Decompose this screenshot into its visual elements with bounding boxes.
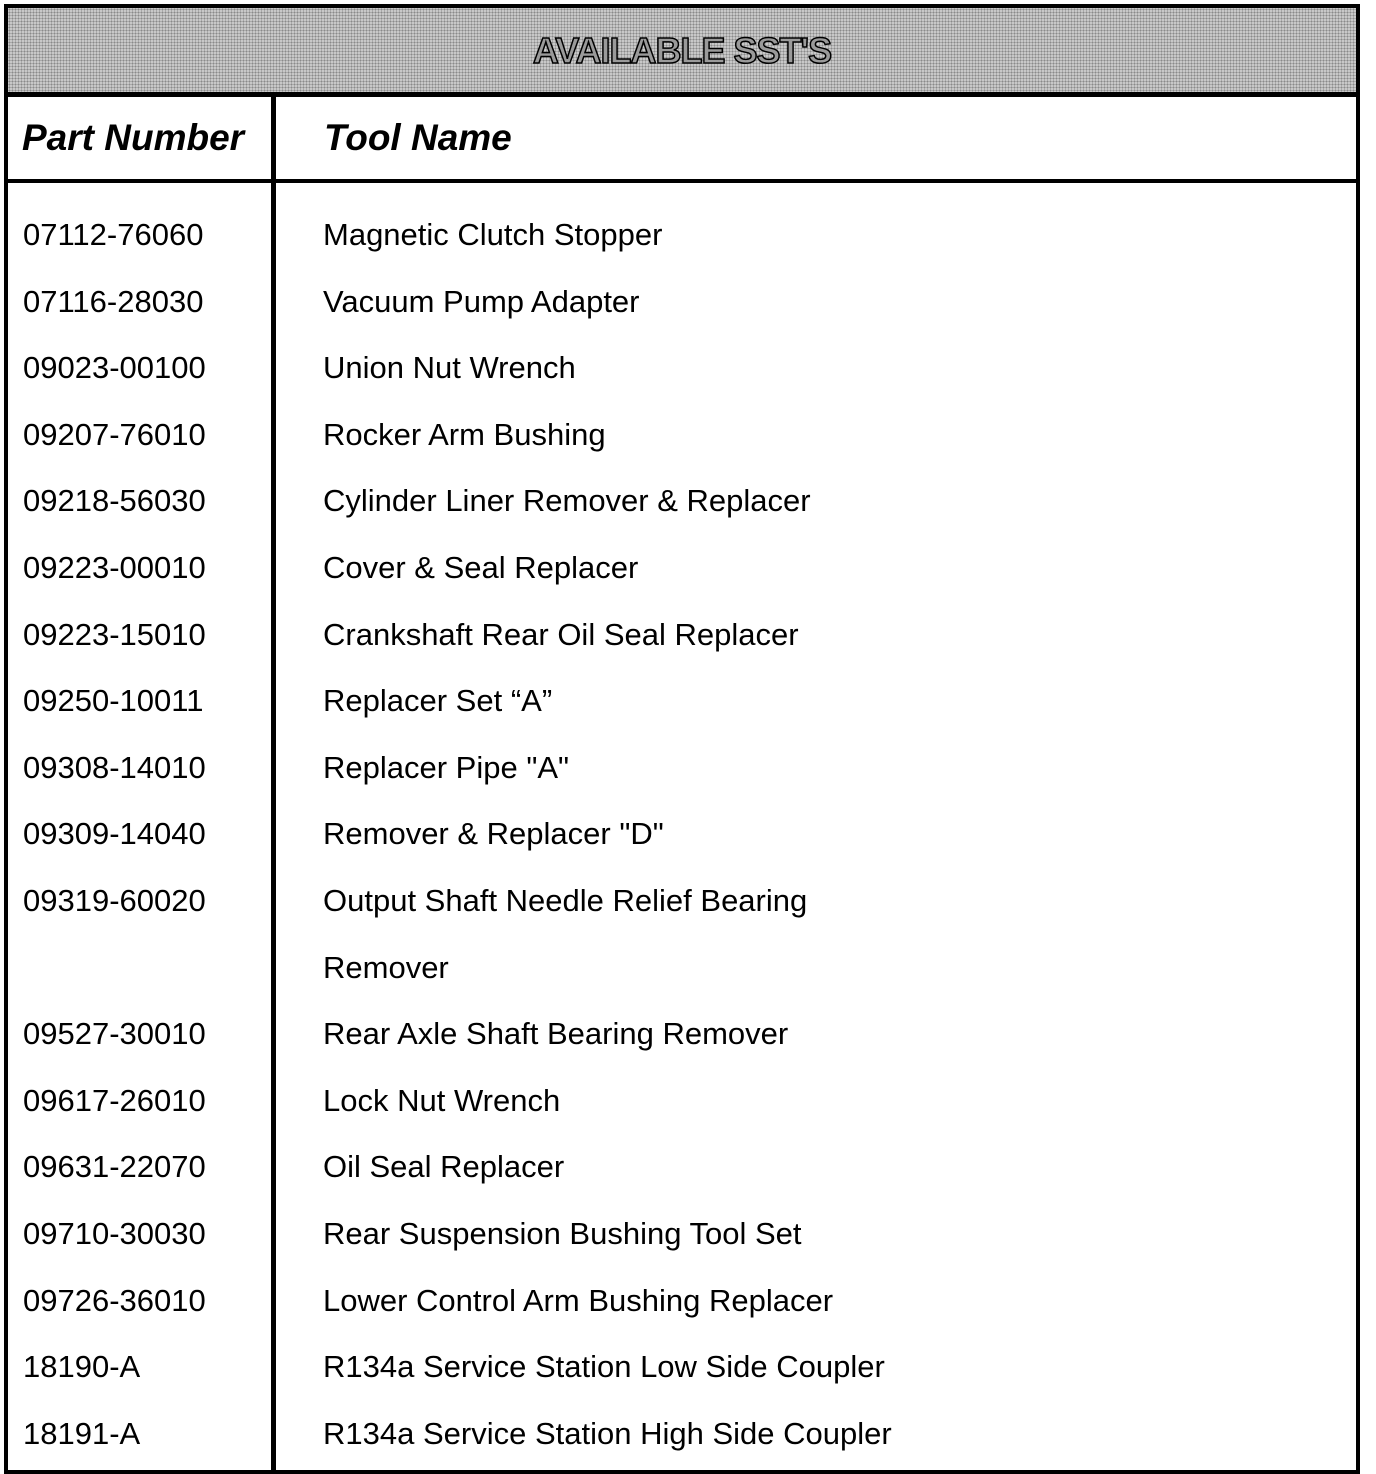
tool-name-cell: Rear Suspension Bushing Tool Set [323, 1215, 802, 1251]
table-row [8, 1068, 1356, 1135]
table-row [8, 402, 1356, 469]
table-row [8, 269, 1356, 336]
table-row [8, 668, 1356, 735]
table-row [8, 1268, 1356, 1335]
table-row [8, 735, 1356, 802]
part-number-cell: 09223-00010 [23, 549, 206, 585]
tool-name-cell: Cover & Seal Replacer [323, 549, 639, 585]
part-number-cell: 09527-30010 [23, 1016, 206, 1052]
tool-name-cell: Union Nut Wrench [323, 350, 576, 386]
table-row [8, 602, 1356, 669]
tool-name-cell: Rear Axle Shaft Bearing Remover [323, 1016, 789, 1052]
header-tool-name: Tool Name [324, 117, 512, 158]
table-row [8, 1134, 1356, 1201]
tool-name-cell: R134a Service Station Low Side Coupler [323, 1349, 885, 1385]
part-number-cell: 09223-15010 [23, 616, 206, 652]
table-row [8, 1001, 1356, 1068]
part-number-cell: 09617-26010 [23, 1082, 206, 1118]
part-number-cell: 09631-22070 [23, 1149, 206, 1185]
table-row [8, 801, 1356, 868]
header-part-number: Part Number [22, 117, 245, 158]
tool-name-cell: R134a Service Station High Side Coupler [323, 1415, 892, 1451]
part-number-cell: 07112-76060 [23, 217, 204, 252]
part-number-cell: 09250-10011 [23, 683, 204, 719]
part-number-cell: 09218-56030 [23, 483, 206, 519]
table-row [8, 935, 1356, 1002]
table-row [8, 535, 1356, 602]
sst-table [4, 4, 1360, 1474]
table-row [8, 202, 1356, 269]
part-number-cell: 18190-A [23, 1349, 141, 1385]
table-row [8, 1334, 1356, 1401]
table-row [8, 868, 1356, 935]
part-number-cell: 09308-14010 [23, 749, 206, 785]
table-row [8, 1401, 1356, 1468]
tool-name-cell: Magnetic Clutch Stopper [323, 217, 663, 252]
tool-name-cell: Vacuum Pump Adapter [323, 283, 640, 319]
table-row [8, 468, 1356, 535]
tool-name-cell: Replacer Set “A” [323, 683, 553, 719]
tool-name-cell: Lock Nut Wrench [323, 1082, 561, 1118]
tool-name-cell: Cylinder Liner Remover & Replacer [323, 483, 811, 519]
part-number-cell: 09207-76010 [23, 416, 206, 452]
part-number-cell: 09023-00100 [23, 350, 206, 386]
table-row [8, 335, 1356, 402]
tool-name-cell: Replacer Pipe "A" [323, 749, 570, 785]
table-title-bar [8, 8, 1356, 97]
part-number-cell: 09309-14040 [23, 816, 206, 852]
tool-name-cell: Oil Seal Replacer [323, 1149, 565, 1185]
table-header-row [8, 97, 1356, 183]
tool-name-cell: Remover [323, 949, 449, 985]
part-number-cell: 09319-60020 [23, 882, 206, 918]
tool-name-cell: Lower Control Arm Bushing Replacer [323, 1282, 834, 1318]
table-title: AVAILABLE SST'S [532, 30, 832, 71]
part-number-cell: 18191-A [23, 1415, 141, 1451]
tool-name-cell: Output Shaft Needle Relief Bearing [323, 882, 808, 918]
table-body [8, 183, 1356, 1467]
part-number-cell: 09726-36010 [23, 1282, 206, 1318]
part-number-cell: 07116-28030 [23, 283, 204, 319]
part-number-cell: 09710-30030 [23, 1215, 206, 1251]
tool-name-cell: Rocker Arm Bushing [323, 416, 606, 452]
table-row [8, 1201, 1356, 1268]
tool-name-cell: Remover & Replacer "D" [323, 816, 664, 852]
tool-name-cell: Crankshaft Rear Oil Seal Replacer [323, 616, 799, 652]
